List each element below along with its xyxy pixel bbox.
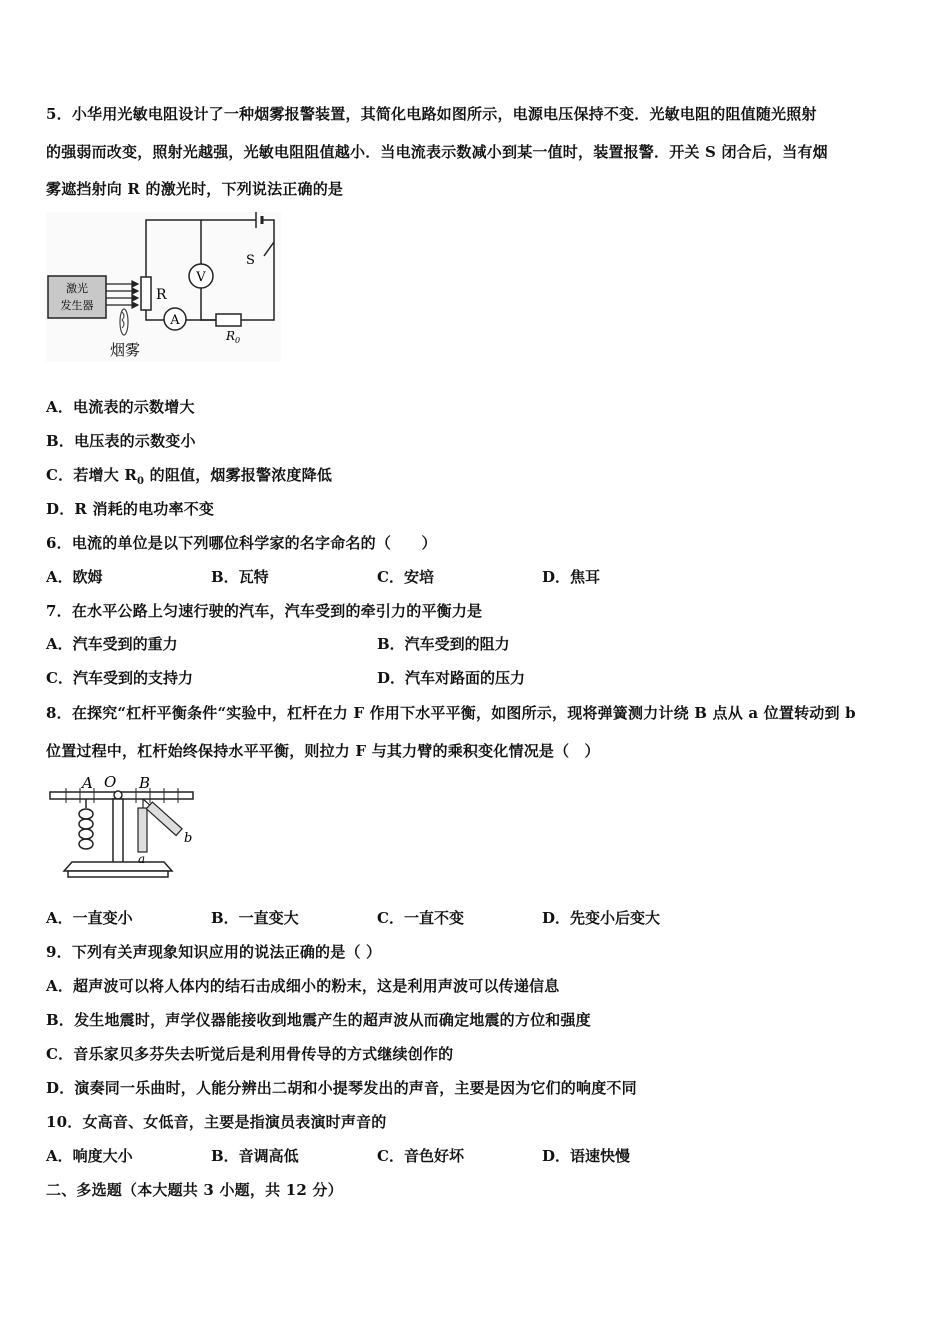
- q8-option-a: A．一直变小: [46, 909, 133, 927]
- label-a: A: [82, 774, 93, 792]
- q6-option-b: B．瓦特: [211, 568, 269, 586]
- position-b-label: b: [184, 831, 193, 846]
- q10-option-d: D．语速快慢: [542, 1147, 631, 1165]
- pivot-icon: [114, 791, 122, 799]
- q5-stem-line1: 5．小华用光敏电阻设计了一种烟雾报警装置，其简化电路如图所示，电源电压保持不变．光敏电阻的阻值随光照射: [46, 105, 817, 123]
- q10-stem: 10．女高音、女低音，主要是指演员表演时声音的: [46, 1113, 387, 1131]
- q5-option-b: B．电压表的示数变小: [46, 432, 196, 450]
- q6-option-d: D．焦耳: [542, 568, 601, 586]
- q7-option-b: B．汽车受到的阻力: [377, 635, 510, 653]
- q8-stem-line2: 位置过程中，杠杆始终保持水平平衡，则拉力 F 与其力臂的乘积变化情况是（ ）: [46, 742, 600, 760]
- laser-label-1: 激光: [66, 282, 88, 295]
- position-a-label: a: [138, 852, 146, 866]
- q7-option-d: D．汽车对路面的压力: [377, 669, 526, 687]
- smoke-label: 烟雾: [110, 341, 141, 359]
- stand-post: [113, 799, 123, 867]
- section-2-heading: 二、多选题（本大题共 3 小题，共 12 分）: [46, 1181, 343, 1199]
- spring-scale-a: [138, 808, 147, 852]
- q5-circuit-diagram: [46, 212, 281, 362]
- q6-option-a: A．欧姆: [46, 568, 103, 586]
- q9-option-c: C．音乐家贝多芬失去听觉后是利用骨传导的方式继续创作的: [46, 1045, 454, 1063]
- q8-stem-line1: 8．在探究“杠杆平衡条件“实验中，杠杆在力 F 作用下水平平衡，如图所示，现将弹簧测力计绕 B 点从 a 位置转动到 b: [46, 704, 856, 722]
- q10-option-c: C．音色好坏: [377, 1147, 464, 1165]
- q7-stem: 7．在水平公路上匀速行驶的汽车，汽车受到的牵引力的平衡力是: [46, 602, 483, 620]
- q6-option-c: C．安培: [377, 568, 434, 586]
- voltmeter-label: V: [196, 270, 206, 285]
- q10-option-b: B．音调高低: [211, 1147, 299, 1165]
- q9-option-d: D．演奏同一乐曲时，人能分辨出二胡和小提琴发出的声音，主要是因为它们的响度不同: [46, 1079, 637, 1097]
- q10-option-a: A．响度大小: [46, 1147, 133, 1165]
- label-o: O: [104, 774, 117, 791]
- q7-option-c: C．汽车受到的支持力: [46, 669, 193, 687]
- q8-option-c: C．一直不变: [377, 909, 464, 927]
- resistor-r0: [216, 314, 241, 326]
- photoresistor-label: R: [156, 287, 167, 303]
- switch-label: S: [246, 253, 255, 268]
- q5-stem-line3: 雾遮挡射向 R 的激光时，下列说法正确的是: [46, 180, 344, 198]
- q5-option-a: A．电流表的示数增大: [46, 398, 195, 416]
- q9-option-a: A．超声波可以将人体内的结石击成细小的粉末，这是利用声波可以传递信息: [46, 977, 560, 995]
- r0-label: $R_0$: [226, 329, 241, 345]
- hanging-weights: [79, 809, 93, 849]
- q7-option-a: A．汽车受到的重力: [46, 635, 178, 653]
- q8-option-d: D．先变小后变大: [542, 909, 661, 927]
- stand-base: [64, 862, 172, 871]
- laser-label-2: 发生器: [60, 299, 94, 312]
- q8-option-b: B．一直变大: [211, 909, 299, 927]
- q5-option-d: D．R 消耗的电功率不变: [46, 500, 215, 518]
- photoresistor-r: [141, 277, 151, 310]
- q9-stem: 9．下列有关声现象知识应用的说法正确的是（ ）: [46, 943, 382, 961]
- q6-stem: 6．电流的单位是以下列哪位科学家的名字命名的（ ）: [46, 534, 437, 552]
- q9-option-b: B．发生地震时，声学仪器能接收到地震产生的超声波从而确定地震的方位和强度: [46, 1011, 591, 1029]
- ammeter-label: A: [170, 313, 180, 328]
- label-b: B: [139, 774, 151, 792]
- q8-lever-diagram: [46, 774, 196, 882]
- q5-option-c: C．若增大 $R_0$ 的阻值，烟雾报警浓度降低: [46, 466, 333, 487]
- q5-stem-line2: 的强弱而改变，照射光越强，光敏电阻阻值越小．当电流表示数减小到某一值时，装置报警．开关 S 闭合后，当有烟: [46, 143, 828, 161]
